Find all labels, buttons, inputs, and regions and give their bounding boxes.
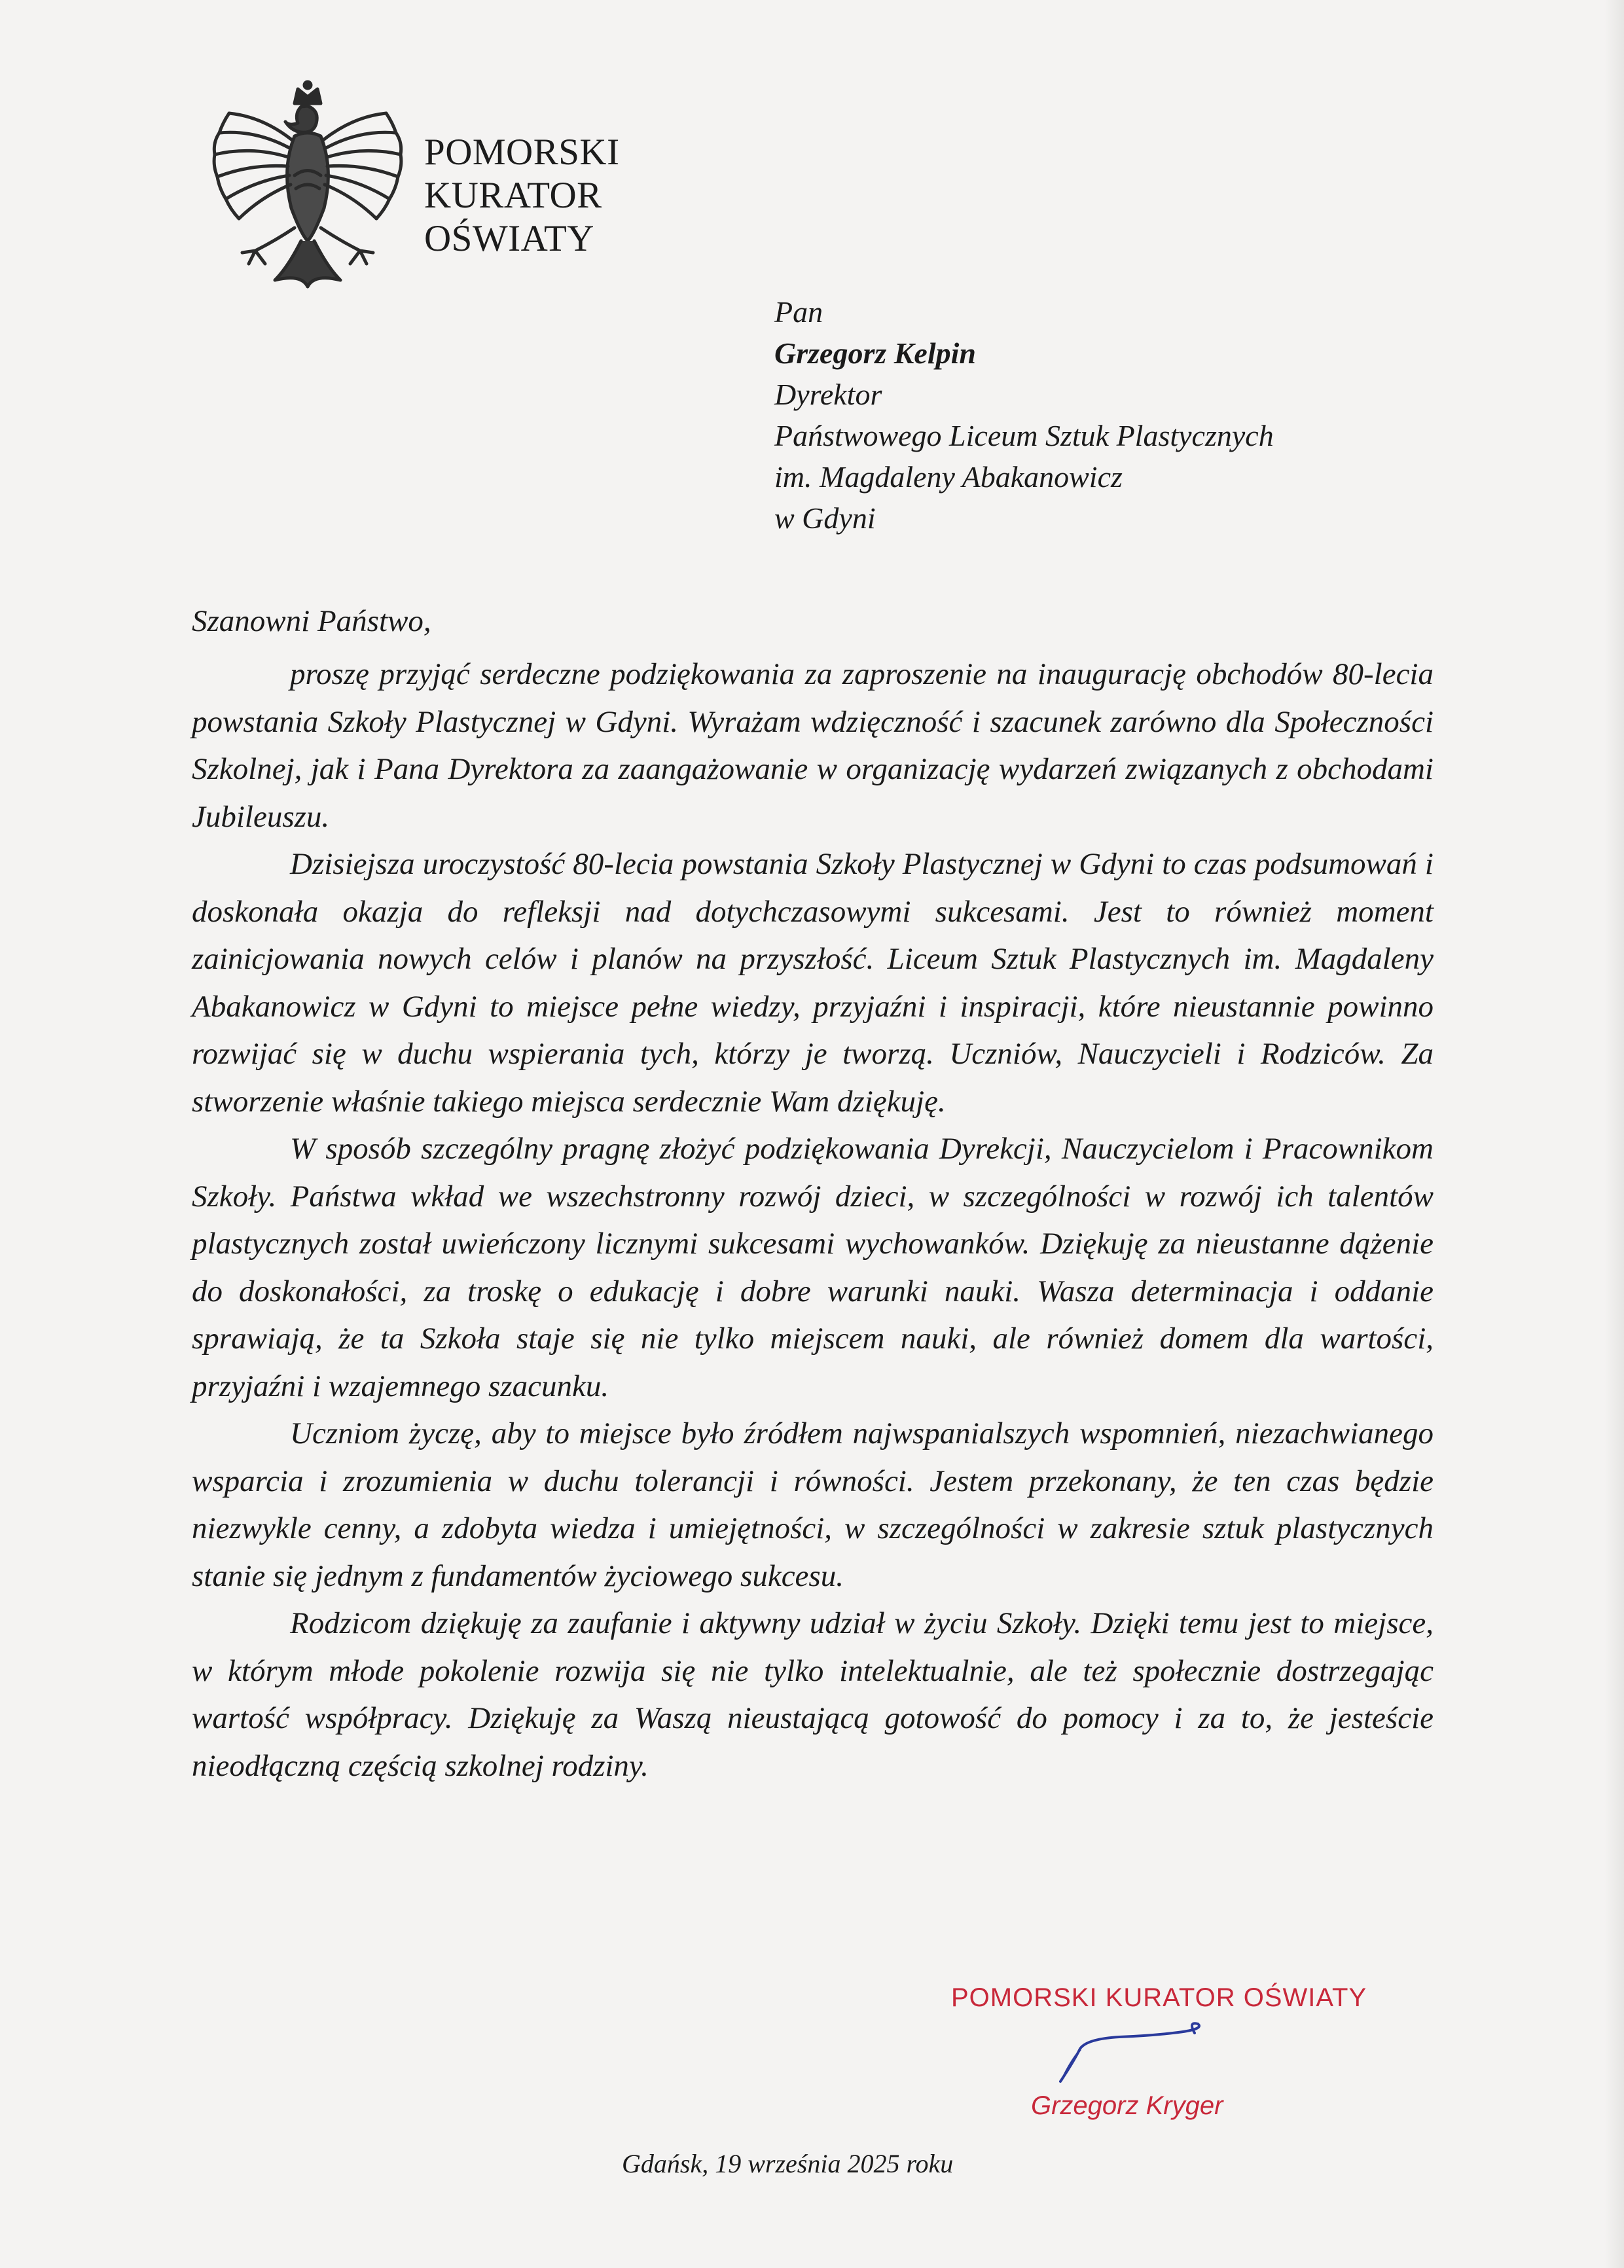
addressee-school-line: Państwowego Liceum Sztuk Plastycznych xyxy=(774,419,1274,452)
addressee-honorific: Pan xyxy=(774,295,823,329)
body-paragraph: W sposób szczególny pragnę złożyć podziękowania Dyrekcji, Nauczycielom i Pracownikom Szkoły. Państwa wkład we wszechstronny rozwój dzieci, w szczególności w rozwój ich talentów plastycznych został uwieńczony licznymi sukcesami wychowanków. Dziękuję za nieustanne dążenie do doskonałości, za troskę o edukację i dobre warunki nauki. Wasza determinacja i oddanie sprawiają, że ta Szkoła staje się nie tylko miejscem nauki, ale również domem dla wartości, przyjaźni i wzajemnego szacunku. xyxy=(192,1132,1434,1403)
body-paragraph: Dzisiejsza uroczystość 80-lecia powstania Szkoły Plastycznej w Gdyni to czas podsumowań i doskonała okazja do refleksji nad dotychczasowymi sukcesami. Jest to również moment zainicjowania nowych celów i planów na przyszłość. Liceum Sztuk Plastycznych im. Magdaleny Abakanowicz w Gdyni to miejsce pełne wiedzy, przyjaźni i inspiracji, które nieustannie powinno rozwijać się w duchu wspierania tych, którzy je tworzą. Uczniów, Nauczycieli i Rodziców. Za stworzenie właśnie takiego miejsca serdecznie Wam dziękuję. xyxy=(192,847,1434,1119)
letter-body xyxy=(192,651,1434,1790)
institution-name xyxy=(424,131,620,261)
salutation: Szanowni Państwo, xyxy=(192,604,431,638)
body-paragraph: Uczniom życzę, aby to miejsce było źródłem najwspanialszych wspomnień, niezachwianego wsparcia i zrozumienia w duchu tolerancji i równości. Jestem przekonany, że ten czas będzie niezwykle cenny, a zdobyta wiedza i umiejętności, w szczególności w zakresie sztuk plastycznych stanie się jednym z fundamentów życiowego sukcesu. xyxy=(192,1416,1434,1593)
place-and-date: Gdańsk, 19 września 2025 roku xyxy=(622,2149,954,2178)
stamp-name: Grzegorz Kryger xyxy=(1031,2091,1223,2120)
handwritten-signature-icon xyxy=(1047,2009,1231,2088)
institution-line: KURATOR xyxy=(424,175,602,216)
addressee-city: w Gdyni xyxy=(774,501,876,535)
addressee-block xyxy=(774,291,1274,539)
body-paragraph: proszę przyjąć serdeczne podziękowania za zaproszenie na inaugurację obchodów 80-lecia powstania Szkoły Plastycznej w Gdyni. Wyrażam wdzięczność i szacunek zarówno dla Społeczności Szkolnej, jak i Pana Dyrektora za zaangażowanie w organizację wydarzeń związanych z obchodami Jubileuszu. xyxy=(192,657,1434,834)
letterhead xyxy=(203,77,700,313)
addressee-role: Dyrektor xyxy=(774,378,882,411)
page-edge-shadow xyxy=(1604,0,1624,2268)
white-eagle-emblem-icon xyxy=(203,77,412,313)
addressee-school-line: im. Magdaleny Abakanowicz xyxy=(774,460,1123,494)
stamp-title: POMORSKI KURATOR OŚWIATY xyxy=(951,1983,1367,2012)
institution-line: OŚWIATY xyxy=(424,218,594,259)
body-paragraph: Rodzicom dziękuję za zaufanie i aktywny udział w życiu Szkoły. Dzięki temu jest to miejsce, w którym młode pokolenie rozwija się nie tylko intelektualnie, ale też społecznie dostrzegając wartość współpracy. Dziękuję za Waszą nieustającą gotowość do pomocy i za to, że jesteście nieodłączną częścią szkolnej rodziny. xyxy=(192,1606,1434,1783)
institution-line: POMORSKI xyxy=(424,132,620,173)
addressee-name: Grzegorz Kelpin xyxy=(774,336,976,370)
